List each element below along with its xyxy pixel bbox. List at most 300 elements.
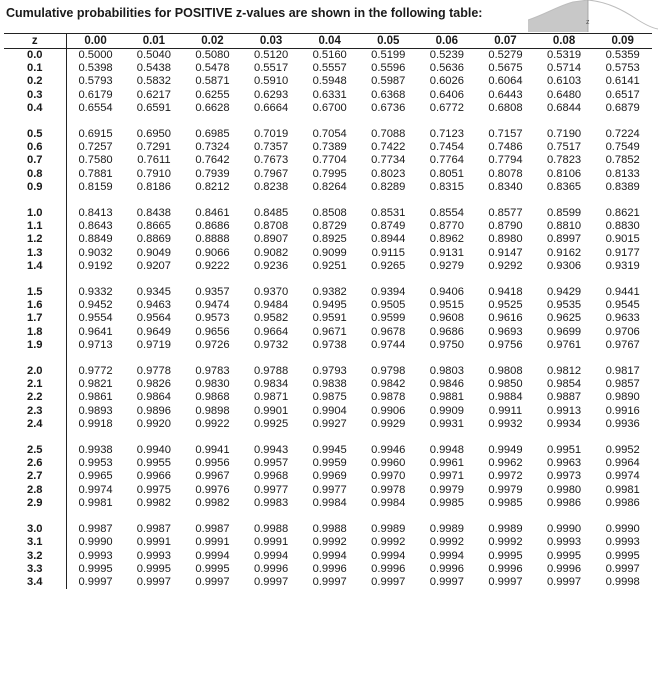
probability-cell: 0.9993	[605, 536, 640, 549]
probability-cell: 0.9868	[195, 391, 230, 404]
probability-cell: 0.9946	[371, 444, 406, 457]
probability-cell: 0.7123	[429, 128, 464, 141]
probability-cell: 0.9997	[605, 562, 640, 575]
probability-cell: 0.9941	[195, 444, 230, 457]
probability-cell: 0.7642	[195, 154, 230, 167]
probability-cell: 0.9875	[312, 391, 347, 404]
group-spacer	[4, 194, 652, 207]
probability-cell: 0.9987	[195, 523, 230, 536]
probability-cell: 0.9793	[312, 365, 347, 378]
probability-cell: 0.8264	[312, 180, 347, 193]
probability-cell: 0.9756	[488, 338, 523, 351]
probability-cell: 0.9990	[546, 523, 582, 536]
group-spacer	[4, 273, 652, 286]
probability-cell: 0.9977	[312, 483, 347, 496]
probability-cell: 0.8554	[429, 207, 464, 220]
probability-cell: 0.7852	[605, 154, 640, 167]
probability-cell: 0.9649	[136, 325, 171, 338]
probability-cell: 0.9474	[195, 299, 230, 312]
probability-cell: 0.8686	[195, 220, 230, 233]
probability-cell: 0.9871	[253, 391, 289, 404]
header-row	[4, 34, 652, 49]
probability-cell: 0.9993	[546, 536, 582, 549]
probability-cell: 0.9896	[136, 404, 171, 417]
probability-cell: 0.9099	[312, 246, 347, 259]
probability-cell: 0.9979	[429, 483, 464, 496]
probability-cell: 0.8133	[605, 167, 640, 180]
probability-cell: 0.9767	[605, 338, 640, 351]
probability-cell: 0.9826	[136, 378, 171, 391]
probability-cell: 0.9441	[605, 286, 640, 299]
probability-cell: 0.5000	[78, 49, 113, 61]
probability-cell: 0.9706	[605, 325, 640, 338]
probability-cell: 0.9987	[136, 523, 171, 536]
table-row	[4, 128, 652, 141]
probability-cell: 0.9992	[312, 536, 347, 549]
probability-cell: 0.9997	[429, 575, 464, 588]
probability-cell: 0.9525	[488, 299, 523, 312]
probability-cell: 0.9985	[488, 496, 523, 509]
probability-cell: 0.9956	[195, 457, 230, 470]
z-value-cell: 3.3	[4, 563, 66, 576]
table-row	[4, 484, 652, 497]
probability-cell: 0.8729	[312, 220, 347, 233]
probability-cell: 0.5714	[546, 62, 582, 75]
probability-cell: 0.9726	[195, 338, 230, 351]
probability-cell: 0.5596	[371, 62, 406, 75]
probability-cell: 0.6554	[78, 101, 113, 114]
probability-cell: 0.9898	[195, 404, 230, 417]
probability-cell: 0.7157	[488, 128, 523, 141]
probability-cell: 0.8790	[488, 220, 523, 233]
probability-cell: 0.9962	[488, 457, 523, 470]
probability-cell: 0.9969	[312, 470, 347, 483]
probability-cell: 0.9686	[429, 325, 464, 338]
table-row	[4, 233, 652, 246]
probability-cell: 0.8051	[429, 167, 464, 180]
probability-cell: 0.9808	[488, 365, 523, 378]
probability-cell: 0.9582	[253, 312, 289, 325]
z-value-cell: 3.2	[4, 550, 66, 563]
probability-cell: 0.9846	[429, 378, 464, 391]
probability-cell: 0.9418	[488, 286, 523, 299]
probability-cell: 0.6255	[195, 88, 230, 101]
table-row	[4, 312, 652, 325]
probability-cell: 0.5319	[546, 49, 582, 61]
table-row	[4, 326, 652, 339]
probability-cell: 0.9738	[312, 338, 347, 351]
z-value-cell: 2.3	[4, 405, 66, 418]
probability-cell: 0.9608	[429, 312, 464, 325]
probability-cell: 0.6628	[195, 101, 230, 114]
group-spacer	[4, 352, 652, 365]
table-row	[4, 391, 652, 404]
probability-cell: 0.9971	[429, 470, 464, 483]
probability-cell: 0.9953	[78, 457, 113, 470]
probability-cell: 0.9678	[371, 325, 406, 338]
probability-cell: 0.6700	[312, 101, 347, 114]
table-row	[4, 299, 652, 312]
probability-cell: 0.9429	[546, 286, 582, 299]
probability-cell: 0.9966	[136, 470, 171, 483]
probability-cell: 0.9066	[195, 246, 230, 259]
probability-cell: 0.9997	[546, 575, 582, 588]
z-value-cell: 1.3	[4, 247, 66, 260]
probability-cell: 0.9987	[78, 523, 113, 536]
probability-cell: 0.6368	[371, 88, 406, 101]
probability-cell: 0.8461	[195, 207, 230, 220]
probability-cell: 0.9927	[312, 417, 347, 430]
z-value-cell: 2.0	[4, 365, 66, 378]
z-value-cell: 2.2	[4, 391, 66, 404]
probability-cell: 0.8907	[253, 233, 289, 246]
probability-cell: 0.9976	[195, 483, 230, 496]
probability-cell: 0.9279	[429, 259, 464, 272]
probability-cell: 0.8925	[312, 233, 347, 246]
z-value-cell: 2.5	[4, 444, 66, 457]
probability-cell: 0.7517	[546, 141, 582, 154]
probability-cell: 0.6915	[78, 128, 113, 141]
probability-cell: 0.9964	[605, 457, 640, 470]
probability-cell: 0.5120	[253, 49, 289, 61]
probability-cell: 0.9994	[429, 549, 464, 562]
probability-cell: 0.9864	[136, 391, 171, 404]
probability-cell: 0.9803	[429, 365, 464, 378]
probability-cell: 0.9934	[546, 417, 582, 430]
z-value-cell: 1.5	[4, 286, 66, 299]
probability-cell: 0.9998	[605, 575, 640, 588]
probability-cell: 0.9996	[488, 562, 523, 575]
probability-cell: 0.9995	[195, 562, 230, 575]
probability-cell: 0.7357	[253, 141, 289, 154]
probability-cell: 0.5199	[371, 49, 406, 61]
probability-cell: 0.8438	[136, 207, 171, 220]
probability-cell: 0.6103	[546, 75, 582, 88]
table-row	[4, 168, 652, 181]
probability-cell: 0.9854	[546, 378, 582, 391]
probability-cell: 0.9842	[371, 378, 406, 391]
z-value-cell: 1.4	[4, 260, 66, 273]
probability-cell: 0.9929	[371, 417, 406, 430]
probability-cell: 0.9938	[78, 444, 113, 457]
probability-cell: 0.8997	[546, 233, 582, 246]
z-value-cell: 0.1	[4, 62, 66, 75]
probability-cell: 0.9909	[429, 404, 464, 417]
probability-cell: 0.7257	[78, 141, 113, 154]
probability-cell: 0.9830	[195, 378, 230, 391]
probability-cell: 0.9997	[371, 575, 406, 588]
z-value-cell: 2.1	[4, 378, 66, 391]
probability-cell: 0.8023	[371, 167, 406, 180]
probability-cell: 0.9834	[253, 378, 289, 391]
table-row	[4, 550, 652, 563]
probability-cell: 0.9992	[488, 536, 523, 549]
column-header: 0.09	[593, 34, 652, 49]
z-value-cell: 2.8	[4, 484, 66, 497]
table-row	[4, 62, 652, 75]
z-value-cell: 0.5	[4, 128, 66, 141]
probability-cell: 0.9265	[371, 259, 406, 272]
probability-cell: 0.8770	[429, 220, 464, 233]
probability-cell: 0.9554	[78, 312, 113, 325]
probability-cell: 0.9131	[429, 246, 464, 259]
probability-cell: 0.6026	[429, 75, 464, 88]
table-row	[4, 260, 652, 273]
probability-cell: 0.6141	[605, 75, 640, 88]
probability-cell: 0.9292	[488, 259, 523, 272]
probability-cell: 0.9495	[312, 299, 347, 312]
z-value-cell: 0.0	[4, 49, 66, 63]
probability-cell: 0.8289	[371, 180, 406, 193]
probability-cell: 0.9988	[253, 523, 289, 536]
probability-cell: 0.9821	[78, 378, 113, 391]
probability-cell: 0.5239	[429, 49, 464, 61]
probability-cell: 0.9515	[429, 299, 464, 312]
probability-cell: 0.9719	[136, 338, 171, 351]
probability-cell: 0.9980	[546, 483, 582, 496]
table-row	[4, 89, 652, 102]
probability-cell: 0.9994	[312, 549, 347, 562]
probability-cell: 0.9925	[253, 417, 289, 430]
probability-cell: 0.9952	[605, 444, 640, 457]
probability-cell: 0.9147	[488, 246, 523, 259]
probability-cell: 0.9993	[78, 549, 113, 562]
probability-cell: 0.9452	[78, 299, 113, 312]
probability-cell: 0.9306	[546, 259, 582, 272]
probability-cell: 0.9932	[488, 417, 523, 430]
table-row	[4, 444, 652, 457]
z-value-cell: 1.2	[4, 233, 66, 246]
probability-cell: 0.9988	[312, 523, 347, 536]
probability-cell: 0.9783	[195, 365, 230, 378]
probability-cell: 0.9656	[195, 325, 230, 338]
probability-cell: 0.5910	[253, 75, 289, 88]
column-header: 0.05	[359, 34, 418, 49]
probability-cell: 0.7611	[137, 154, 171, 167]
probability-cell: 0.9616	[488, 312, 523, 325]
probability-cell: 0.9972	[488, 470, 523, 483]
probability-cell: 0.9082	[253, 246, 289, 259]
probability-cell: 0.9991	[195, 536, 230, 549]
probability-cell: 0.9918	[78, 417, 113, 430]
table-row	[4, 181, 652, 194]
table-row	[4, 102, 652, 115]
probability-cell: 0.9251	[312, 259, 347, 272]
table-row	[4, 563, 652, 576]
z-value-cell: 3.4	[4, 576, 66, 589]
probability-cell: 0.9778	[136, 365, 171, 378]
probability-cell: 0.8577	[488, 207, 523, 220]
probability-cell: 0.5636	[429, 62, 464, 75]
z-axis-label: z	[586, 19, 590, 26]
normal-curve-figure	[528, 0, 658, 32]
probability-cell: 0.9995	[605, 549, 640, 562]
probability-cell: 0.8340	[488, 180, 523, 193]
z-value-cell: 1.8	[4, 326, 66, 339]
probability-cell: 0.7324	[195, 141, 230, 154]
probability-cell: 0.9345	[136, 286, 171, 299]
probability-cell: 0.9838	[312, 378, 347, 391]
probability-cell: 0.6736	[371, 101, 406, 114]
z-value-cell: 0.3	[4, 89, 66, 102]
probability-cell: 0.5753	[605, 62, 640, 75]
probability-cell: 0.9997	[78, 575, 113, 588]
probability-cell: 0.5871	[195, 75, 230, 88]
probability-cell: 0.9693	[488, 325, 523, 338]
probability-cell: 0.5160	[312, 49, 347, 61]
probability-cell: 0.7580	[78, 154, 113, 167]
probability-cell: 0.9975	[136, 483, 171, 496]
probability-cell: 0.9965	[78, 470, 113, 483]
probability-cell: 0.9997	[136, 575, 171, 588]
probability-cell: 0.9370	[253, 286, 289, 299]
probability-cell: 0.9744	[371, 338, 406, 351]
z-value-cell: 0.9	[4, 181, 66, 194]
z-value-cell: 3.0	[4, 523, 66, 536]
probability-cell: 0.9997	[195, 575, 230, 588]
probability-cell: 0.9984	[312, 496, 347, 509]
probability-cell: 0.9564	[136, 312, 171, 325]
table-row	[4, 405, 652, 418]
probability-cell: 0.6591	[136, 101, 171, 114]
probability-cell: 0.5040	[136, 49, 171, 61]
column-header: 0.06	[418, 34, 477, 49]
probability-cell: 0.5948	[312, 75, 347, 88]
probability-cell: 0.8599	[546, 207, 582, 220]
z-value-cell: 0.7	[4, 154, 66, 167]
probability-cell: 0.9996	[253, 562, 289, 575]
probability-cell: 0.9994	[371, 549, 406, 562]
probability-cell: 0.6517	[605, 88, 640, 101]
probability-cell: 0.6293	[253, 88, 289, 101]
probability-cell: 0.7190	[546, 128, 582, 141]
probability-cell: 0.9977	[253, 483, 289, 496]
probability-cell: 0.9997	[312, 575, 347, 588]
probability-cell: 0.7704	[312, 154, 347, 167]
table-row	[4, 536, 652, 549]
probability-cell: 0.7019	[253, 128, 289, 141]
probability-cell: 0.6179	[78, 88, 113, 101]
probability-cell: 0.7939	[195, 167, 230, 180]
probability-cell: 0.9904	[312, 404, 347, 417]
probability-cell: 0.8315	[429, 180, 464, 193]
probability-cell: 0.9545	[605, 299, 640, 312]
probability-cell: 0.8749	[371, 220, 406, 233]
probability-cell: 0.9573	[195, 312, 230, 325]
column-header-z: z	[4, 34, 66, 49]
probability-cell: 0.9994	[253, 549, 289, 562]
probability-cell: 0.9996	[546, 562, 582, 575]
probability-cell: 0.9922	[195, 417, 230, 430]
probability-cell: 0.9920	[136, 417, 171, 430]
probability-cell: 0.9893	[78, 404, 113, 417]
probability-cell: 0.9599	[371, 312, 406, 325]
probability-cell: 0.9982	[195, 496, 230, 509]
probability-cell: 0.9591	[312, 312, 347, 325]
probability-cell: 0.7389	[312, 141, 347, 154]
table-row	[4, 286, 652, 299]
page-title: Cumulative probabilities for POSITIVE z-values are shown in the following table:	[6, 6, 483, 20]
probability-cell: 0.8238	[253, 180, 289, 193]
probability-cell: 0.8665	[136, 220, 171, 233]
probability-cell: 0.9989	[488, 523, 523, 536]
probability-cell: 0.9207	[136, 259, 171, 272]
probability-cell: 0.9981	[78, 496, 113, 509]
probability-cell: 0.8212	[195, 180, 230, 193]
probability-cell: 0.9989	[429, 523, 464, 536]
column-header: 0.08	[535, 34, 594, 49]
probability-cell: 0.7967	[253, 167, 289, 180]
z-value-cell: 2.9	[4, 497, 66, 510]
table-row	[4, 75, 652, 88]
probability-cell: 0.7734	[371, 154, 406, 167]
probability-cell: 0.9992	[371, 536, 406, 549]
probability-cell: 0.8413	[78, 207, 113, 220]
probability-cell: 0.7764	[429, 154, 464, 167]
probability-cell: 0.9761	[546, 338, 582, 351]
probability-cell: 0.9911	[488, 404, 523, 417]
probability-cell: 0.8849	[78, 233, 113, 246]
probability-cell: 0.8810	[546, 220, 582, 233]
probability-cell: 0.9981	[605, 483, 640, 496]
probability-cell: 0.9732	[253, 338, 289, 351]
probability-cell: 0.5675	[488, 62, 523, 75]
probability-cell: 0.9982	[136, 496, 171, 509]
probability-cell: 0.6879	[605, 101, 640, 114]
probability-cell: 0.5359	[605, 49, 640, 61]
probability-cell: 0.8186	[136, 180, 171, 193]
probability-cell: 0.6331	[312, 88, 347, 101]
table-row	[4, 523, 652, 536]
column-header: 0.02	[183, 34, 242, 49]
probability-cell: 0.9991	[253, 536, 289, 549]
probability-cell: 0.9916	[605, 404, 640, 417]
probability-cell: 0.9812	[546, 365, 582, 378]
probability-cell: 0.9996	[312, 562, 347, 575]
probability-cell: 0.5478	[195, 62, 230, 75]
probability-cell: 0.9986	[605, 496, 640, 509]
probability-cell: 0.9955	[136, 457, 171, 470]
table-row	[4, 339, 652, 352]
z-table	[4, 33, 652, 589]
table-row	[4, 207, 652, 220]
table-row	[4, 154, 652, 167]
probability-cell: 0.9664	[253, 325, 289, 338]
z-value-cell: 0.4	[4, 102, 66, 115]
probability-cell: 0.8485	[253, 207, 289, 220]
probability-cell: 0.9959	[312, 457, 347, 470]
probability-cell: 0.9671	[312, 325, 347, 338]
probability-cell: 0.9963	[546, 457, 582, 470]
probability-cell: 0.9967	[195, 470, 230, 483]
probability-cell: 0.9995	[78, 562, 113, 575]
probability-cell: 0.9699	[546, 325, 582, 338]
z-value-cell: 2.7	[4, 470, 66, 483]
probability-cell: 0.9177	[605, 246, 640, 259]
probability-cell: 0.9772	[78, 365, 113, 378]
probability-cell: 0.7823	[546, 154, 582, 167]
probability-cell: 0.5279	[488, 49, 523, 61]
group-spacer	[4, 510, 652, 523]
z-value-cell: 1.1	[4, 220, 66, 233]
probability-cell: 0.9993	[136, 549, 171, 562]
probability-cell: 0.9995	[136, 562, 171, 575]
probability-cell: 0.9992	[429, 536, 464, 549]
z-value-cell: 1.0	[4, 207, 66, 220]
probability-cell: 0.9884	[488, 391, 523, 404]
probability-cell: 0.9996	[429, 562, 464, 575]
probability-cell: 0.9960	[371, 457, 406, 470]
